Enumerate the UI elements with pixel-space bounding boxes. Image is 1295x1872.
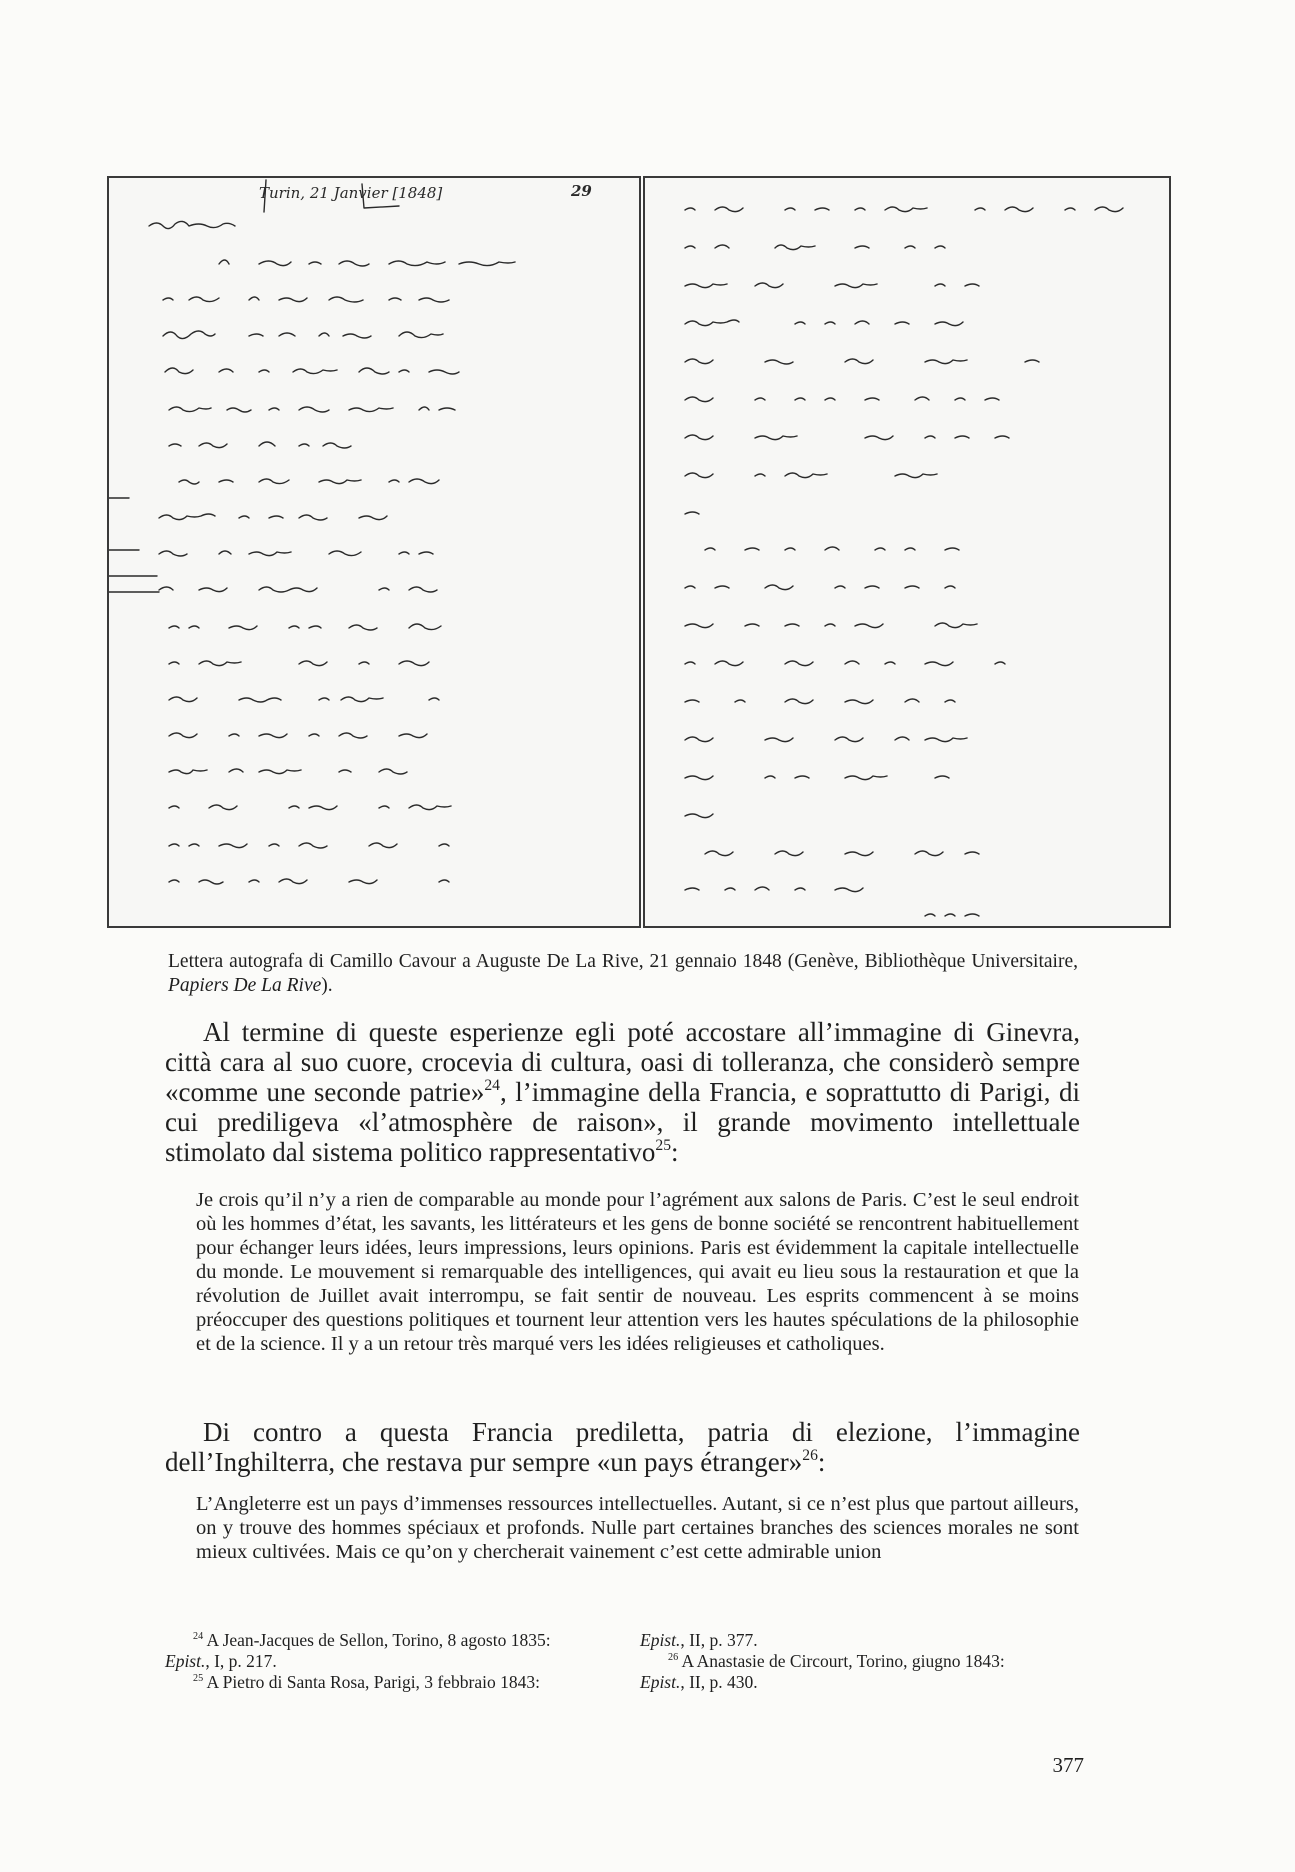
letter-page-right [643,176,1171,928]
footnote-24 [165,1630,605,1651]
footnote-25-continued [640,1630,1080,1651]
caption-end: ). [321,975,333,996]
para2-text2: : [817,1447,826,1477]
footnote-25-source: Epist. [640,1630,681,1650]
footnote-24-ref: , I, p. 217. [205,1651,277,1671]
figure-caption [168,950,1078,998]
footnotes-left-column [165,1630,605,1693]
footnote-ref-26: 26 [802,1447,818,1465]
handwriting-lines-right [685,207,1123,916]
handwriting-right-image [645,178,1169,926]
page-number: 377 [1052,1753,1084,1777]
letter-page-number: 29 [571,182,592,200]
footnote-26-source: Epist. [640,1672,681,1692]
block-quote-2: L’Angleterre est un pays d’immenses ressources intellectuelles. Autant, si ce n’est plus que partout ailleurs, on y trouve des hommes spéciaux et profonds. Nulle part certaines branches des sciences morales ne sont mieux cultivées. Mais ce qu’on y chercherait vainement c’est cette admirable union [196,1493,1079,1563]
footnote-26-continued [640,1672,1080,1693]
footnote-26-text: A Anastasie de Circourt, Torino, giugno 1843: [678,1651,1005,1671]
letter-heading: Turin, 21 Janvier [1848] [259,184,443,202]
footnote-24-number: 24 [193,1630,204,1642]
footnote-25 [165,1672,605,1693]
body-paragraph-1 [165,1017,1080,1167]
footnote-26-number: 26 [668,1651,679,1663]
handwriting-left-image [109,178,639,926]
footnote-24-source: Epist. [165,1651,206,1671]
para1-text: Al termine di queste esperienze egli poté accostare all’immagine di Ginevra, città cara al suo cuore, crocevia di cultura, oasi di tolleranza, che considerò sempre «comme une seconde patrie» [165,1017,1080,1107]
para1-text2: , l’immagine della Francia, e soprattutto di Parigi, di cui prediligeva «l’atmosphère de raison», il grande movimento intellettuale stimolato dal sistema politico rappresentativo [165,1077,1080,1167]
letter-page-left [107,176,641,928]
footnote-25-number: 25 [193,1672,204,1684]
letter-facsimile-figure [107,176,1171,928]
footnote-24-text: A Jean-Jacques de Sellon, Torino, 8 agosto 1835: [203,1630,551,1650]
footnote-26 [640,1651,1080,1672]
footnote-ref-25: 25 [655,1137,672,1155]
handwriting-lines-left [109,221,515,884]
block-quote-1: Je crois qu’il n’y a rien de comparable au monde pour l’agrément aux salons de Paris. C’est le seul endroit où les hommes d’état, les savants, les littérateurs et les gens de bonne société se rencontrent habituellement pour échanger leurs idées, leurs impressions, leurs opinions. Paris est évidemment la capitale intellectuelle du monde. Le mouvement si remarquable des intelligences, qui avait eu lieu sous la restauration et que la révolution de Juillet avait interrompu, se fait sentir de nouveau. Les esprits commencent à se moins préoccuper des questions politiques et tournent leur attention vers les hautes spéculations de la philosophie et de la science. Il y a un retour très marqué vers les idées religieuses et catholiques. [196,1189,1079,1355]
caption-italic: Papiers De La Rive [168,975,322,996]
footnote-24-continued [165,1651,605,1672]
footnote-26-ref: , II, p. 430. [680,1672,758,1692]
footnote-ref-24: 24 [484,1077,500,1095]
body-paragraph-2 [165,1417,1080,1477]
footnote-25-text: A Pietro di Santa Rosa, Parigi, 3 febbraio 1843: [203,1672,540,1692]
caption-text: Lettera autografa di Camillo Cavour a Auguste De La Rive, 21 gennaio 1848 (Genève, Bibliothèque Universitaire, [168,951,1078,972]
para1-text3: : [671,1137,679,1167]
footnotes-right-column [640,1630,1080,1693]
footnote-25-ref: , II, p. 377. [680,1630,758,1650]
para2-text: Di contro a questa Francia prediletta, patria di elezione, l’immagine dell’Inghilterra, che restava pur sempre «un pays étranger» [165,1417,1080,1477]
